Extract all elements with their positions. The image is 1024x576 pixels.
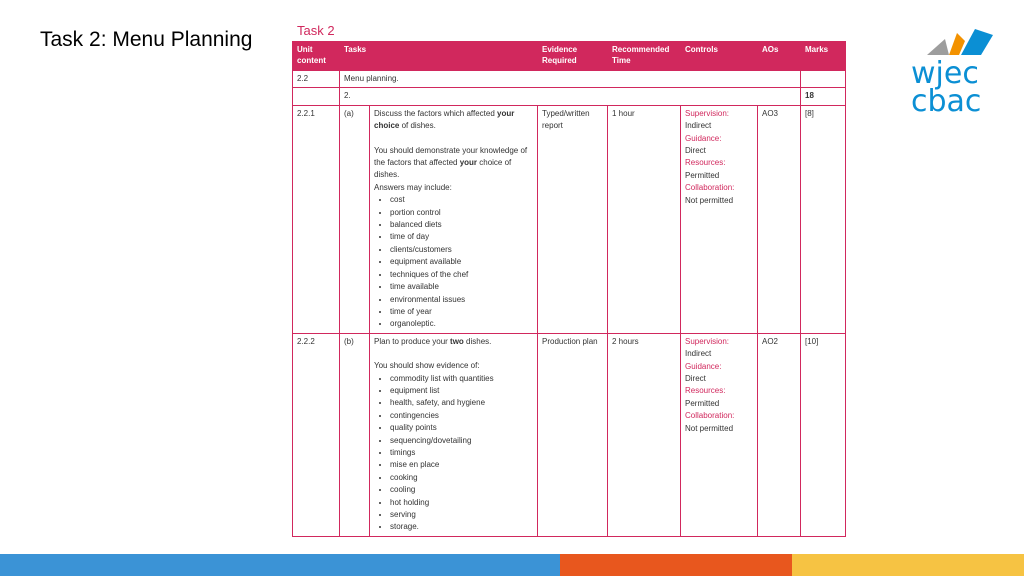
controls-cell: Supervision: Indirect Guidance: Direct Resources: Permitted Collaboration: Not permitted — [681, 333, 758, 536]
list-item: • mise en place — [390, 459, 533, 471]
list-item: • timings — [390, 447, 533, 459]
list-item: • time available — [390, 281, 533, 293]
header-row — [293, 42, 846, 71]
intro-text: Menu planning. — [340, 71, 801, 88]
list-item: • serving — [390, 509, 533, 521]
letter-cell: (b) — [340, 333, 370, 536]
intro-row — [293, 71, 846, 88]
header-time: Recommended Time — [608, 42, 681, 71]
header-evidence: Evidence Required — [538, 42, 608, 71]
footer-bar-orange — [560, 554, 792, 576]
list-item: • balanced diets — [390, 219, 533, 231]
header-tasks: Tasks — [340, 42, 538, 71]
list-item: • contingencies — [390, 410, 533, 422]
footer-bar-blue — [0, 554, 560, 576]
list-item: • equipment list — [390, 385, 533, 397]
list-item: • cooling — [390, 484, 533, 496]
list-intro: You should show evidence of: — [374, 361, 480, 371]
list-item: • time of day — [390, 231, 533, 243]
header-marks: Marks — [801, 42, 846, 71]
list-item: • cooking — [390, 472, 533, 484]
table-row — [293, 105, 846, 333]
logo-text-wjec: wjec — [911, 56, 979, 91]
intro-unit: 2.2 — [293, 71, 340, 88]
number-row — [293, 88, 846, 105]
logo-text-cbac: cbac — [911, 84, 982, 115]
answer-list — [374, 194, 533, 330]
task-statement: Discuss the factors which affected your choice of dishes. — [374, 108, 515, 131]
list-item: • quality points — [390, 422, 533, 434]
list-item: • organoleptic. — [390, 318, 533, 330]
list-item: • clients/customers — [390, 244, 533, 256]
unit-cell: 2.2.2 — [293, 333, 340, 536]
marks-cell: [10] — [801, 333, 846, 536]
task-cell — [370, 105, 538, 333]
list-item: • hot holding — [390, 497, 533, 509]
time-cell: 1 hour — [608, 105, 681, 333]
task-cell — [370, 333, 538, 536]
list-item: • environmental issues — [390, 294, 533, 306]
task-number: 2. — [340, 88, 801, 105]
list-intro: Answers may include: — [374, 182, 452, 192]
task-label: Task 2 — [297, 23, 335, 38]
footer-bar-yellow — [792, 554, 1024, 576]
list-item: • health, safety, and hygiene — [390, 397, 533, 409]
list-item: • cost — [390, 194, 533, 206]
task-spec-table — [292, 41, 846, 537]
list-item: • time of year — [390, 306, 533, 318]
ao-cell: AO2 — [758, 333, 801, 536]
list-item: • commodity list with quantities — [390, 373, 533, 385]
header-unit-content: Unit content — [293, 42, 340, 71]
evidence-list — [374, 373, 533, 534]
evidence-cell: Typed/written report — [538, 105, 608, 333]
header-controls: Controls — [681, 42, 758, 71]
time-cell: 2 hours — [608, 333, 681, 536]
unit-cell: 2.2.1 — [293, 105, 340, 333]
evidence-cell: Production plan — [538, 333, 608, 536]
ao-cell: AO3 — [758, 105, 801, 333]
letter-cell: (a) — [340, 105, 370, 333]
table-row — [293, 333, 846, 536]
list-item: • storage. — [390, 521, 533, 533]
list-item: • techniques of the chef — [390, 269, 533, 281]
marks-cell: [8] — [801, 105, 846, 333]
task-statement: Plan to produce your two dishes. — [374, 336, 492, 346]
book-icon — [905, 25, 1000, 115]
list-item: • equipment available — [390, 256, 533, 268]
controls-cell: Supervision: Indirect Guidance: Direct Resources: Permitted Collaboration: Not permitted — [681, 105, 758, 333]
header-aos: AOs — [758, 42, 801, 71]
wjec-cbac-logo — [905, 25, 1000, 115]
total-marks: 18 — [801, 88, 846, 105]
list-item: • portion control — [390, 207, 533, 219]
slide-title: Task 2: Menu Planning — [40, 28, 253, 51]
task-paragraph: You should demonstrate your knowledge of the factors that affected your choice of dishes. — [374, 145, 528, 180]
list-item: • sequencing/dovetailing — [390, 435, 533, 447]
